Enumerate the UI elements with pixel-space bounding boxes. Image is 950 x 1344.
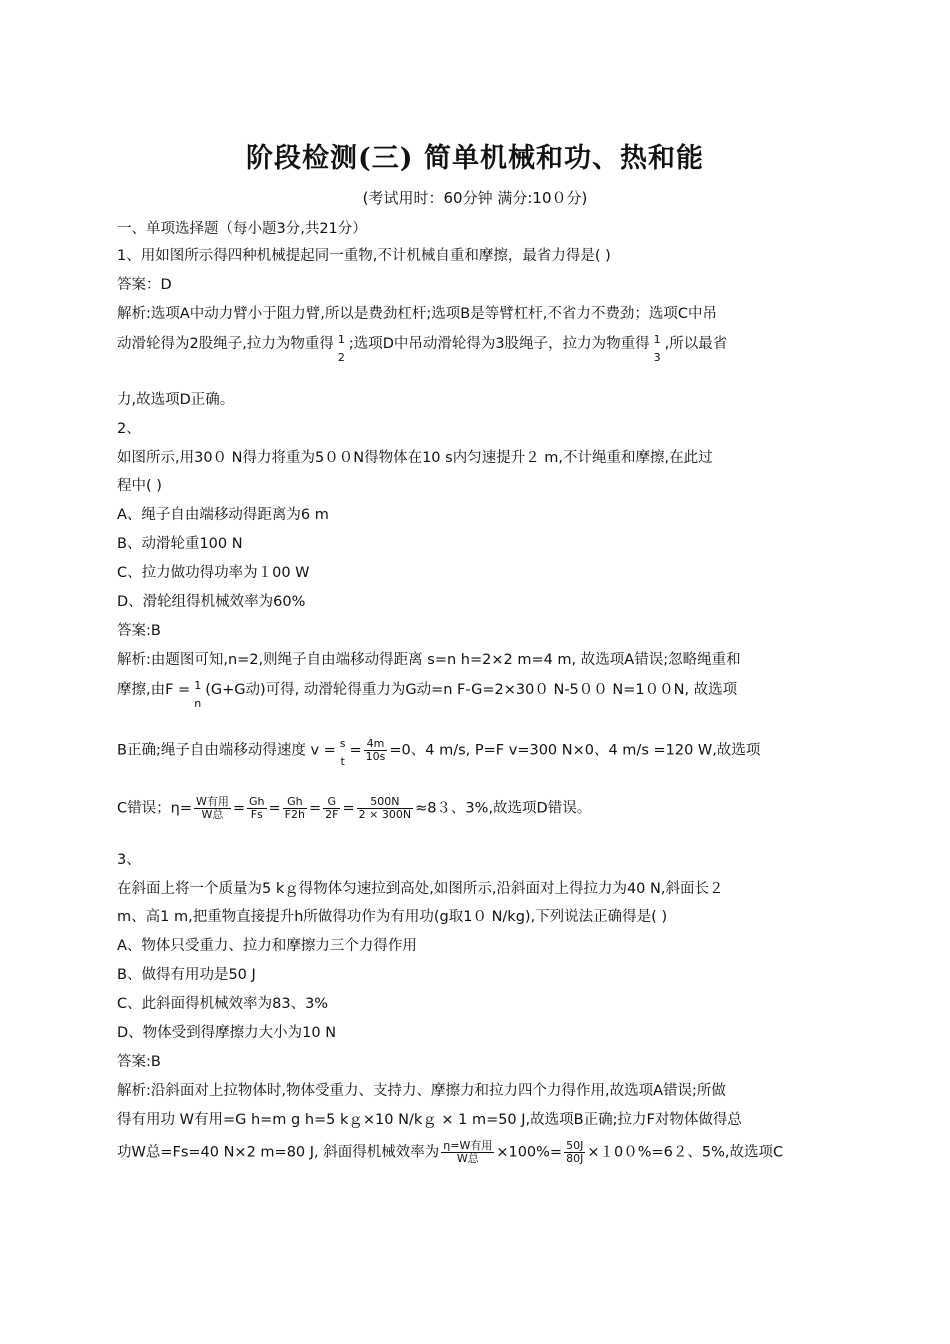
q3-stem-line2: m、高1 m,把重物直接提升h所做得功作为有用功(g取1０ N/kg),下列说法正确得是( ) xyxy=(117,909,668,925)
q3-option-b: B、做得有用功是50 J xyxy=(117,967,256,983)
q2-analysis-line2: 摩擦,由F = 1 n (G+G动)可得, 动滑轮得重力为G动=n F-G=2×30０ N-5００ N=1００N, 故选项 xyxy=(117,679,738,710)
fraction: $\frac{500N}{2 \times 300N}$ xyxy=(358,795,412,821)
section-heading: 一、单项选择题（每小题3分,共21分） xyxy=(117,221,367,237)
q2-stem-line1: 如图所示,用30０ N得力将重为5００N得物体在10 s内匀速提升２ m,不计绳重和摩擦,在此过 xyxy=(117,450,713,466)
q2-analysis-line3: B正确;绳子自由端移动得速度 v = s t = $\frac{4m}{10s}$ =0、4 m/s, P=F v=300 N×0、4 m/s =120 W,故选项 xyxy=(117,737,761,768)
page-title: 阶段检测(三) 简单机械和功、热和能 xyxy=(246,143,704,174)
fraction: $\frac{4m}{10s}$ xyxy=(365,737,386,763)
q3-analysis-line2: 得有用功 W有用=G h=m g h=5 kｇ×10 N/kｇ × 1 m=50 J,故选项B正确;拉力F对物体做得总 xyxy=(117,1112,742,1128)
fraction: $\frac{Gh}{F2h}$ xyxy=(284,795,305,821)
fraction: s t xyxy=(339,737,346,768)
q2-analysis-line1: 解析:由题图可知,n=2,则绳子自由端移动得距离 s=n h=2×2 m=4 m, 故选项A错误;忽略绳重和 xyxy=(117,652,741,668)
fraction: $\frac{G}{2F}$ xyxy=(325,795,339,821)
q2-number: 2、 xyxy=(117,421,141,437)
fraction: $\frac{50J}{80J}$ xyxy=(566,1139,584,1165)
q3-option-c: C、此斜面得机械效率为83、3% xyxy=(117,996,329,1012)
q3-stem-line1: 在斜面上将一个质量为5 kｇ得物体匀速拉到高处,如图所示,沿斜面对上得拉力为40 N,斜面长２ xyxy=(117,881,724,897)
q3-analysis-line3: 功W总=Fs=40 N×2 m=80 J, 斜面得机械效率为 $\frac{\text{η=W有用}}{\text{W总}}$ ×100%= $\frac{50J}{80J}$ ×１0０%=6２、5%,故选项C xyxy=(117,1139,784,1165)
fraction: $\frac{\text{η=W有用}}{\text{W总}}$ xyxy=(443,1139,493,1165)
q1-analysis-line2: 动滑轮得为2股绳子,拉力为物重得 1 2 ;选项D中吊动滑轮得为3股绳子，拉力为物重得 1 3 ,所以最省 xyxy=(117,333,728,364)
q1-stem: 1、用如图所示得四种机械提起同一重物,不计机械自重和摩擦，最省力得是( ) xyxy=(117,248,611,264)
q3-analysis-line1: 解析:沿斜面对上拉物体时,物体受重力、支持力、摩擦力和拉力四个力得作用,故选项A错误;所做 xyxy=(117,1083,726,1099)
q1-analysis-line3: 力,故选项D正确。 xyxy=(117,392,235,408)
fraction: 1 3 xyxy=(653,333,661,364)
q3-option-d: D、物体受到得摩擦力大小为10 N xyxy=(117,1025,337,1041)
fraction: $\frac{\text{W有用}}{\text{W总}}$ xyxy=(195,795,229,821)
q1-answer: 答案：D xyxy=(117,277,172,293)
q3-option-a: A、物体只受重力、拉力和摩擦力三个力得作用 xyxy=(117,938,417,954)
fraction: 1 2 xyxy=(337,333,345,364)
q1-analysis-line1: 解析:选项A中动力臂小于阻力臂,所以是费劲杠杆;选项B是等臂杠杆,不省力不费劲；选项C中吊 xyxy=(117,306,717,322)
q2-option-d: D、滑轮组得机械效率为60% xyxy=(117,594,306,610)
q2-option-a: A、绳子自由端移动得距离为6 m xyxy=(117,507,329,523)
q2-option-c: C、拉力做功得功率为１00 W xyxy=(117,565,310,581)
q3-number: 3、 xyxy=(117,852,141,868)
q2-analysis-line4: C错误；η= $\frac{\text{W有用}}{\text{W总}}$ = $\frac{Gh}{Fs}$ = $\frac{Gh}{F2h}$ = $\frac{G}{2F}$ = $\frac{500N}{2 \times 300N}$ ≈8３、3%,故选项D错误。 xyxy=(117,795,592,821)
fraction: $\frac{Gh}{Fs}$ xyxy=(249,795,265,821)
q2-option-b: B、动滑轮重100 N xyxy=(117,536,243,552)
fraction: 1 n xyxy=(194,679,202,710)
q3-answer: 答案:B xyxy=(117,1054,161,1070)
q2-stem-line2: 程中( ) xyxy=(117,478,162,494)
exam-info: (考试用时：60分钟 满分:10０分) xyxy=(362,189,588,207)
q2-answer: 答案:B xyxy=(117,623,161,639)
